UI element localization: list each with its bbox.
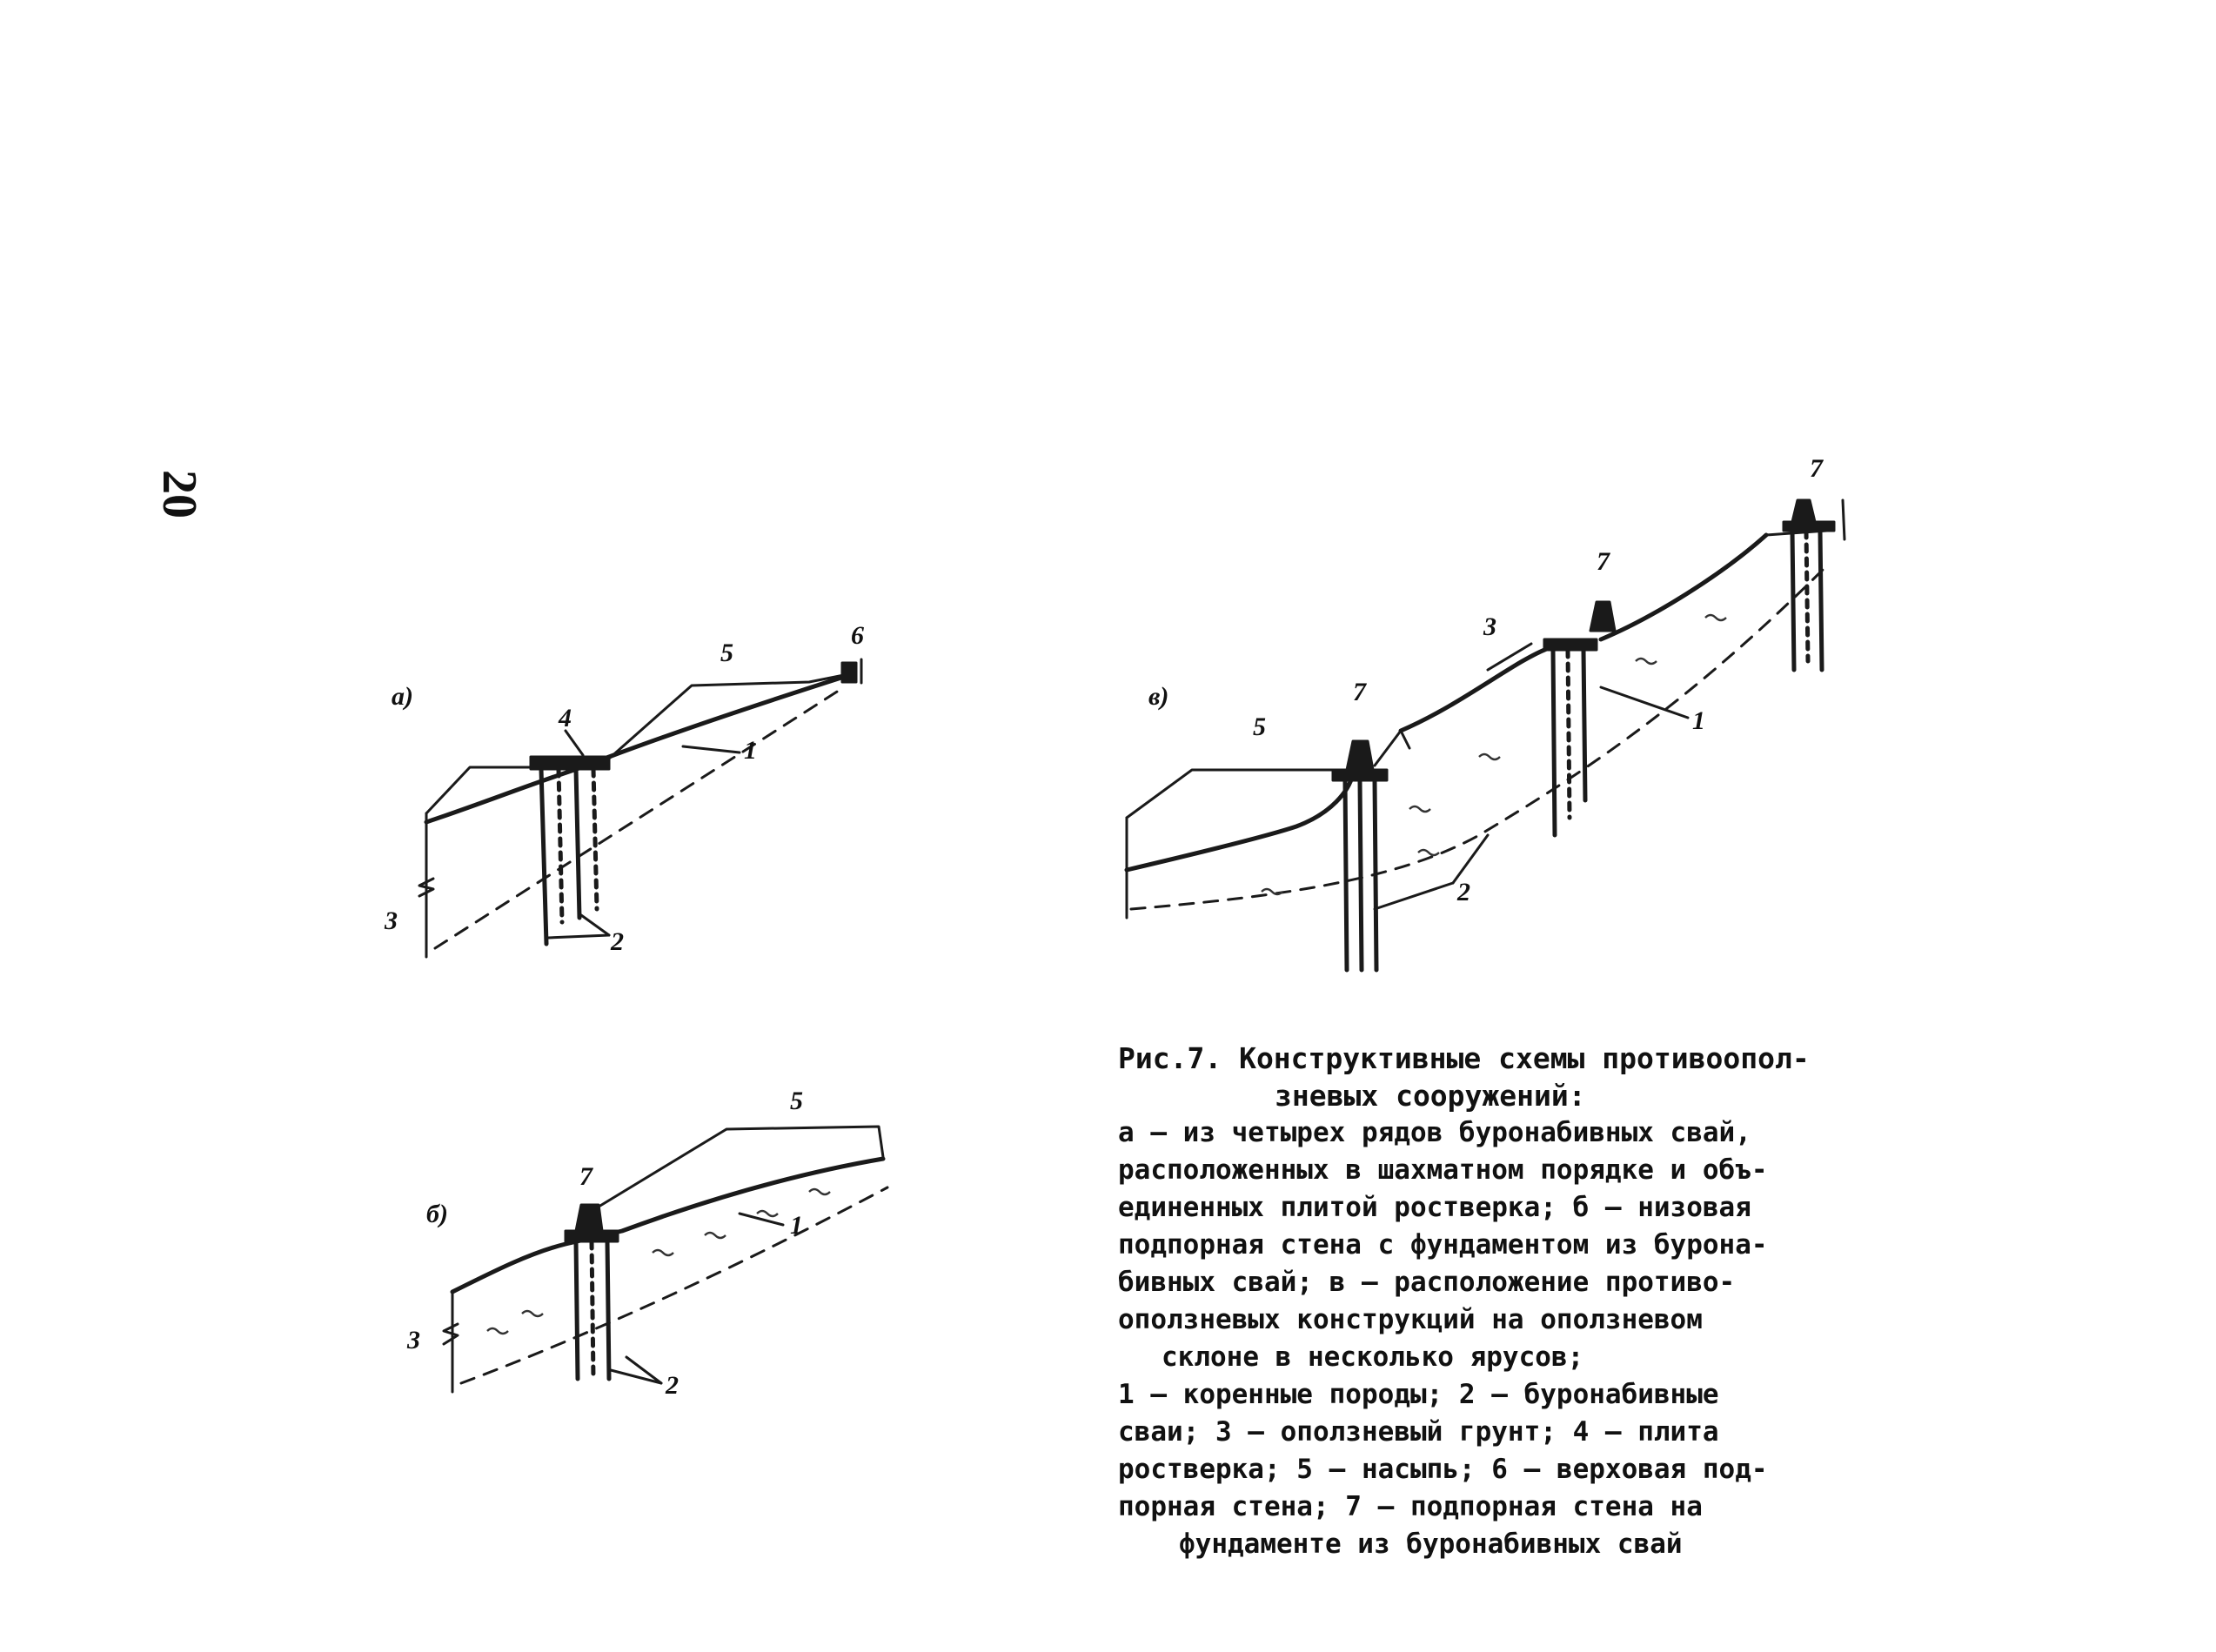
caption-line: порная стена; 7 – подпорная стена на xyxy=(1118,1491,1703,1522)
caption-title-line-1: Рис.7. Конструктивные схемы противоопол- xyxy=(1118,1041,1810,1075)
callout-1: 1 xyxy=(1692,706,1705,735)
slope-surface-upper xyxy=(1601,535,1766,639)
callout-3: 3 xyxy=(385,906,398,935)
caption-line: склоне в несколько ярусов; xyxy=(1162,1341,1584,1373)
callout-5: 5 xyxy=(790,1087,803,1115)
figure-a-label: а) xyxy=(392,682,413,711)
callout-2: 2 xyxy=(1457,878,1470,906)
callout-7: 7 xyxy=(579,1162,592,1191)
page-number: 20 xyxy=(152,470,206,518)
callout-1: 1 xyxy=(790,1211,803,1240)
callout-7-lower: 7 xyxy=(1353,678,1366,706)
caption-title-line-2: зневых сооружений: xyxy=(1275,1079,1586,1113)
callout-4: 4 xyxy=(559,704,572,732)
retaining-wall-lower xyxy=(1347,741,1373,770)
pile-hidden xyxy=(559,769,562,922)
caption-line: фундаменте из буронабивных свай xyxy=(1179,1528,1683,1560)
slope-surface-mid xyxy=(1401,648,1549,731)
callout-7-upper: 7 xyxy=(1810,454,1823,483)
figure-a-diagram xyxy=(374,609,914,992)
retaining-wall-upper xyxy=(1792,500,1815,522)
callout-5: 5 xyxy=(720,639,733,667)
pile xyxy=(576,769,579,918)
cap-plate xyxy=(531,757,609,769)
embankment-outline xyxy=(587,1127,883,1214)
figure-c-diagram xyxy=(1114,454,1897,992)
pile xyxy=(541,769,546,944)
embankment-outline xyxy=(1127,770,1353,818)
retaining-wall xyxy=(576,1205,602,1231)
bedrock-line xyxy=(435,687,844,948)
figure-b-label: б) xyxy=(426,1200,448,1228)
callout-1: 1 xyxy=(744,736,757,765)
bedrock-line xyxy=(1131,565,1827,909)
caption-line: а – из четырех рядов буронабивных свай, xyxy=(1118,1117,1751,1148)
callout-6: 6 xyxy=(851,621,864,650)
figure-b-diagram xyxy=(374,1070,914,1418)
caption-line: сваи; 3 – оползневый грунт; 4 – плита xyxy=(1118,1416,1719,1448)
callout-2: 2 xyxy=(611,927,624,956)
pile xyxy=(607,1241,609,1379)
left-break xyxy=(419,879,433,896)
caption-line: ростверка; 5 – насыпь; 6 – верховая под- xyxy=(1118,1454,1768,1485)
callout-7-mid: 7 xyxy=(1597,547,1610,576)
slope-surface xyxy=(426,677,844,822)
slope-surface-lower xyxy=(1127,774,1353,870)
retaining-wall-mid xyxy=(1590,602,1615,631)
callout-2: 2 xyxy=(666,1371,679,1400)
left-break xyxy=(444,1324,458,1344)
pile-hidden xyxy=(593,769,597,909)
pile-hidden xyxy=(592,1241,593,1379)
callout-3: 3 xyxy=(407,1326,420,1354)
callout-3: 3 xyxy=(1483,612,1496,641)
caption-line: единенных плитой ростверка; б – низовая xyxy=(1118,1192,1751,1223)
callout-5: 5 xyxy=(1253,712,1266,741)
upper-retaining-wall xyxy=(842,663,856,682)
bedrock-line xyxy=(461,1187,887,1383)
pile xyxy=(576,1241,578,1379)
caption-line: подпорная стена с фундаментом из бурона- xyxy=(1118,1229,1768,1261)
caption-line: бивных свай; в – расположение противо- xyxy=(1118,1267,1736,1298)
slope-surface xyxy=(452,1159,883,1292)
caption-line: 1 – коренные породы; 2 – буронабивные xyxy=(1118,1379,1719,1410)
figure-c-label: в) xyxy=(1148,682,1169,711)
caption-line: расположенных в шахматном порядке и объ- xyxy=(1118,1154,1768,1186)
caption-line: оползневых конструкций на оползневом xyxy=(1118,1304,1703,1335)
figure-caption xyxy=(1118,1040,1901,1563)
